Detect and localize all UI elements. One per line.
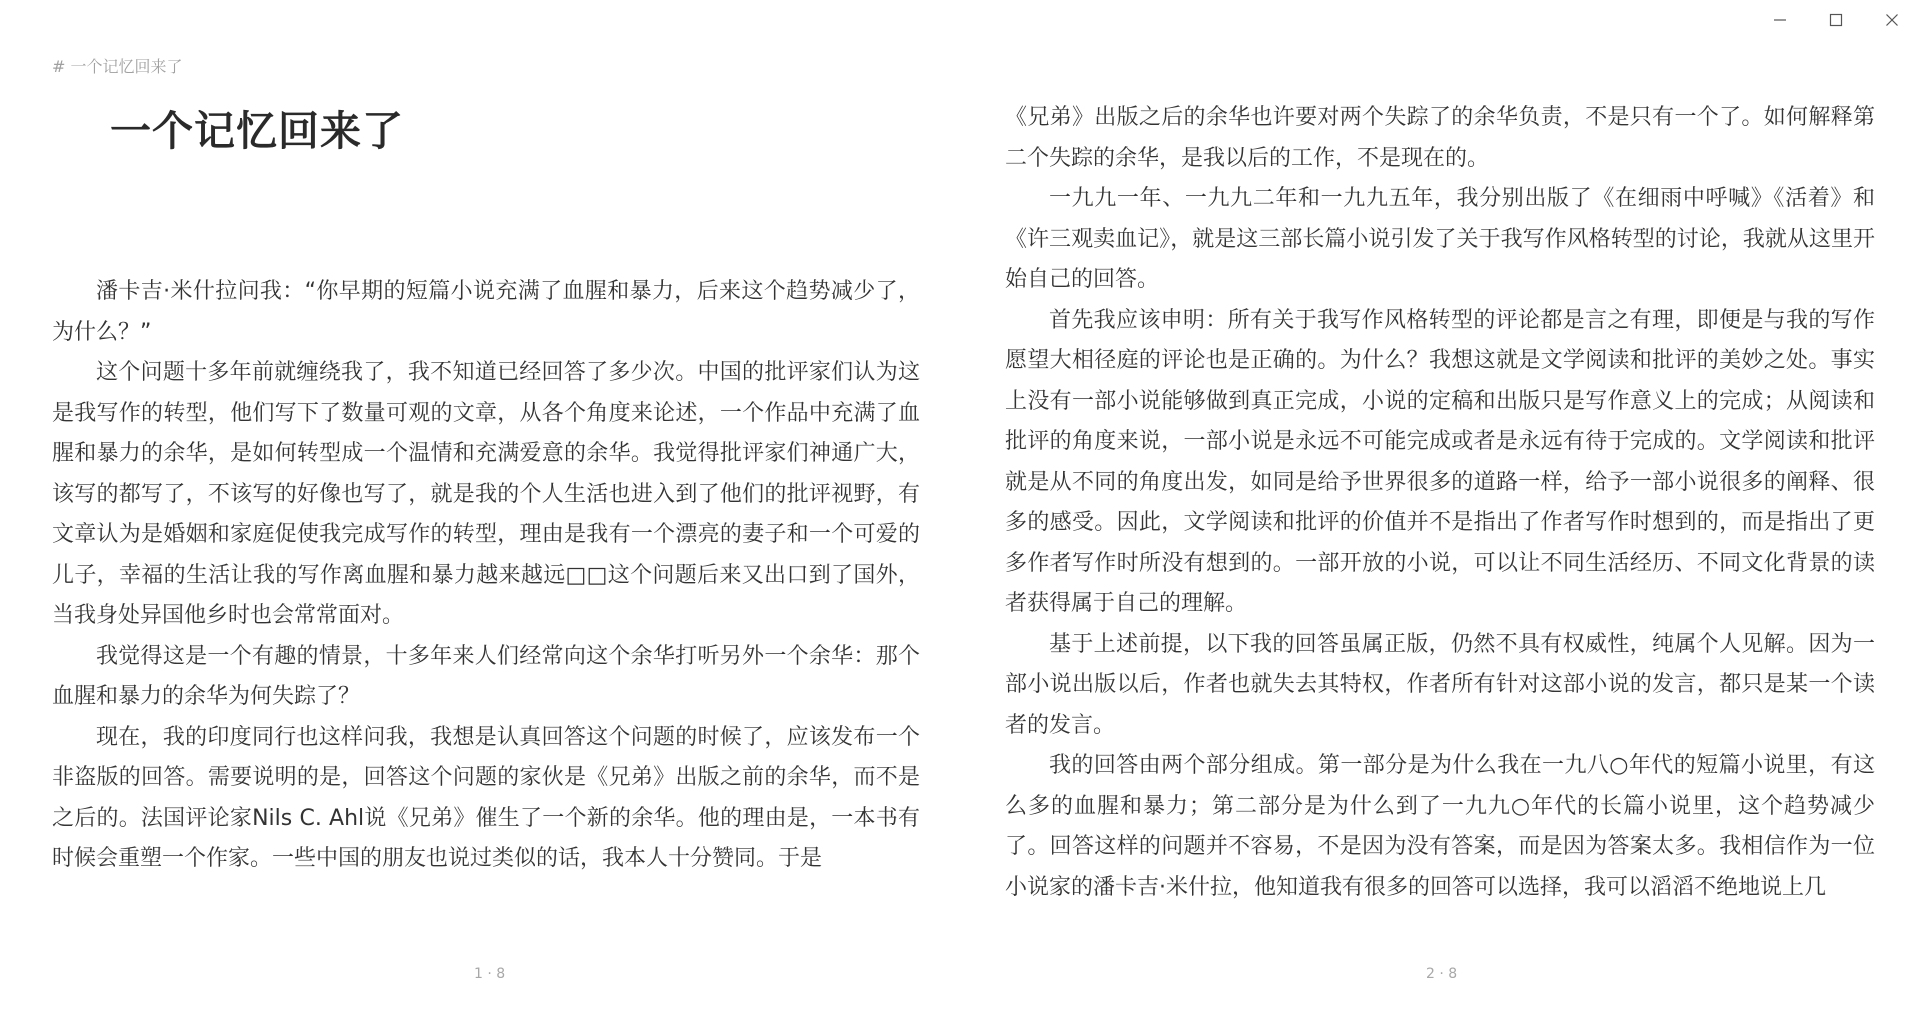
paragraph: 现在，我的印度同行也这样问我，我想是认真回答这个问题的时候了，应该发布一个非盗版的回答。需要说明的是，回答这个问题的家伙是《兄弟》出版之前的余华，而不是之后的。法国评论家Nils C. Ahl说《兄弟》催生了一个新的余华。他的理由是，一本书有时候会重塑一个作家。一些中国的朋友也说过类似的话，我本人十分赞同。于是 xyxy=(52,724,920,871)
left-page-content xyxy=(52,272,920,880)
page-number-left: 1 · 8 xyxy=(474,966,506,982)
minimize-icon xyxy=(1773,13,1787,27)
paragraph: 一九九一年、一九九二年和一九九五年，我分别出版了《在细雨中呼喊》《活着》和《许三观卖血记》，就是这三部长篇小说引发了关于我写作风格转型的讨论，我就从这里开始自己的回答。 xyxy=(1005,186,1875,292)
paragraph: 我觉得这是一个有趣的情景，十多年来人们经常向这个余华打听另外一个余华：那个血腥和暴力的余华为何失踪了？ xyxy=(52,643,920,709)
maximize-button[interactable] xyxy=(1808,0,1864,40)
paragraph-continued: 《兄弟》出版之后的余华也许要对两个失踪了的余华负责，不是只有一个了。如何解释第二个失踪的余华，是我以后的工作，不是现在的。 xyxy=(1005,105,1875,171)
close-icon xyxy=(1885,13,1899,27)
window-controls xyxy=(1752,0,1920,40)
paragraph: 这个问题十多年前就缠绕我了，我不知道已经回答了多少次。中国的批评家们认为这是我写作的转型，他们写下了数量可观的文章，从各个角度来论述，一个作品中充满了血腥和暴力的余华，是如何转型成一个温情和充满爱意的余华。我觉得批评家们神通广大，该写的都写了，不该写的好像也写了，就是我的个人生活也进入到了他们的批评视野，有文章认为是婚姻和家庭促使我完成写作的转型，理由是我有一个漂亮的妻子和一个可爱的儿子，幸福的生活让我的写作离血腥和暴力越来越远□□这个问题后来又出口到了国外，当我身处异国他乡时也会常常面对。 xyxy=(52,360,920,628)
maximize-icon xyxy=(1829,13,1843,27)
right-page-content xyxy=(1005,98,1875,908)
page-title: 一个记忆回来了 xyxy=(110,107,404,155)
page-number-right: 2 · 8 xyxy=(1426,966,1458,982)
breadcrumb[interactable]: # 一个记忆回来了 xyxy=(52,57,183,76)
close-button[interactable] xyxy=(1864,0,1920,40)
paragraph: 基于上述前提，以下我的回答虽属正版，仍然不具有权威性，纯属个人见解。因为一部小说出版以后，作者也就失去其特权，作者所有针对这部小说的发言，都只是某一个读者的发言。 xyxy=(1005,631,1875,738)
paragraph: 首先我应该申明：所有关于我写作风格转型的评论都是言之有理，即便是与我的写作愿望大相径庭的评论也是正确的。为什么？我想这就是文学阅读和批评的美妙之处。事实上没有一部小说能够做到真正完成，小说的定稿和出版只是写作意义上的完成；从阅读和批评的角度来说，一部小说是永远不可能完成或者是永远有待于完成的。文学阅读和批评就是从不同的角度出发，如同是给予世界很多的道路一样，给予一部小说很多的阐释、很多的感受。因此，文学阅读和批评的价值并不是指出了作者写作时想到的，而是指出了更多作者写作时所没有想到的。一部开放的小说，可以让不同生活经历、不同文化背景的读者获得属于自己的理解。 xyxy=(1005,307,1875,616)
minimize-button[interactable] xyxy=(1752,0,1808,40)
paragraph: 潘卡吉·米什拉问我：“你早期的短篇小说充满了血腥和暴力，后来这个趋势减少了，为什么？” xyxy=(52,279,920,345)
paragraph: 我的回答由两个部分组成。第一部分是为什么我在一九八○年代的短篇小说里，有这么多的血腥和暴力；第二部分是为什么到了一九九○年代的长篇小说里，这个趋势减少了。回答这样的问题并不容易，不是因为没有答案，而是因为答案太多。我相信作为一位小说家的潘卡吉·米什拉，他知道我有很多的回答可以选择，我可以滔滔不绝地说上几 xyxy=(1005,753,1875,900)
